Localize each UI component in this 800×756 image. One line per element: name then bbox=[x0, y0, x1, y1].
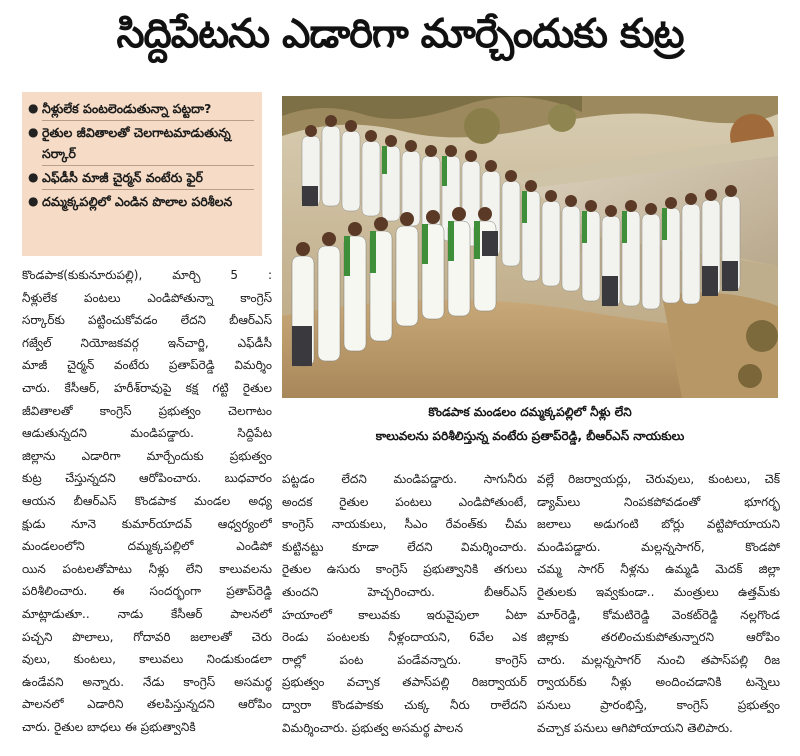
text-line: వచ్చాక పనులు ఆగిపోయాయని తెలిపారు. bbox=[537, 720, 733, 735]
text-line: చారు. రైతుల బాధలు ఈ ప్రభుత్వానికి bbox=[22, 719, 196, 734]
highlight-text: రైతుల జీవితాలతో చెలగాటమాడుతున్న సర్కార్ bbox=[42, 125, 231, 161]
text-line: పచ్చని పొలాలు, గోదావరి జలాలతో చెరు bbox=[22, 629, 272, 644]
text-line: రైతులకు ఇవ్వకుండా.. మంత్రులు ఉత్తమ్‌కు bbox=[537, 584, 780, 599]
bullet-icon: ● bbox=[28, 194, 39, 208]
text-line: రాల్లో పంట పండేవన్నారు. కాంగ్రెస్ bbox=[282, 652, 527, 667]
text-line: జలాలు అడుగంటి బోర్లు వట్టిపోయాయని bbox=[537, 517, 780, 532]
text-line: ద్వారా కొండపాకకు చుక్క నీరు రాలేదని bbox=[282, 697, 527, 712]
text-line: చమ్మ సాగర్ నీళ్లను ఉమ్మడి మెదక్ జిల్లా bbox=[537, 562, 780, 577]
article-column-3 bbox=[537, 468, 780, 739]
text-line: ర్వాయర్‌కు నీళ్లు అందించడానికి టన్నెలు bbox=[537, 675, 780, 690]
text-line: కొండపాక(కుకునూరుపల్లి), మార్చి 5 : bbox=[22, 268, 272, 282]
text-line: డ్యామ్‌లు నింపకపోవడంతో భూగర్భ bbox=[537, 494, 780, 509]
highlight-text: నీళ్లులేక పంటలెండుతున్నా పట్టదా? bbox=[42, 101, 212, 116]
highlight-item bbox=[28, 191, 254, 212]
article-column-1 bbox=[22, 264, 272, 738]
bullet-icon: ● bbox=[28, 170, 39, 184]
highlights-box bbox=[22, 92, 262, 256]
text-line: యిన పంటలతోపాటు నీళ్లు లేని కాలువలను bbox=[22, 561, 272, 576]
text-line: క్షుడు నూనె కుమార్‌యాదవ్ ఆధ్వర్యంలో bbox=[22, 516, 272, 531]
highlight-item bbox=[28, 167, 254, 188]
divider bbox=[42, 189, 254, 190]
text-line: మార్‌రెడ్డి, కోమటిరెడ్డి వెంకట్‌రెడ్డి నల్లగొండ bbox=[537, 607, 780, 622]
divider bbox=[42, 120, 254, 121]
text-line: కుట్ర చేస్తున్నదని ఆరోపించారు. బుధవారం bbox=[22, 471, 272, 486]
text-line: జిల్లాను ఎడారిగా మార్చేందుకు ప్రభుత్వం bbox=[22, 448, 272, 463]
text-line: రెండు పంటలకు నీళ్లందాయని, 6వేల ఎక bbox=[282, 630, 527, 645]
text-line: చారు. కేసీఆర్, హరీశ్‌రావుపై కక్ష గట్టి రైతుల bbox=[22, 380, 272, 395]
text-line: కుట్టినట్టు కూడా లేదని విమర్శించారు. bbox=[282, 539, 527, 554]
highlight-text: దమ్మక్కపల్లిలో ఎండిన పొలాల పరిశీలన bbox=[42, 194, 233, 209]
text-line: తుందని హెచ్చరించారు. బీఆర్‌ఎస్ bbox=[282, 584, 527, 599]
text-line: హయాంలో కాలువకు ఇరువైపులా ఏటా bbox=[282, 607, 527, 622]
bullet-icon: ● bbox=[28, 125, 39, 139]
text-line: పనులు ప్రారంభిస్తే, కాంగ్రెస్ ప్రభుత్వం bbox=[537, 697, 780, 712]
highlight-item bbox=[28, 122, 254, 164]
photo-caption bbox=[282, 400, 778, 448]
text-line: వల్లే రిజర్వాయర్లు, చెరువులు, కుంటలు, చెక్ bbox=[537, 472, 780, 486]
bullet-icon: ● bbox=[28, 101, 39, 115]
text-line: విమర్శించారు. ప్రభుత్వ అసమర్థ పాలన bbox=[282, 720, 463, 735]
news-photo bbox=[282, 96, 778, 398]
text-line: వులు, కుంటలు, కాలువలు నిండుకుండలా bbox=[22, 652, 272, 667]
caption-line: కొండపాక మండలం దమ్మక్కపల్లిలో నీళ్లు లేని bbox=[428, 405, 632, 419]
text-line: పరిశీలించారు. ఈ సందర్భంగా ప్రతాప్‌రెడ్డి bbox=[22, 584, 272, 599]
text-line: జిల్లాకు తరలించుకుపోతున్నారని ఆరోపిం bbox=[537, 630, 780, 645]
text-line: మండలంలోని దమ్మక్కపల్లిలో ఎండిపో bbox=[22, 539, 272, 554]
text-line: ప్రభుత్వం వచ్చాక తపాస్‌పల్లి రిజర్వాయర్ bbox=[282, 675, 527, 690]
divider bbox=[42, 165, 254, 166]
text-line: ఆయన బీఆర్‌ఎస్ కొండపాక మండల అధ్య bbox=[22, 493, 272, 508]
text-line: ఆడుతున్నదని మండిపడ్డారు. సిద్దిపేట bbox=[22, 426, 272, 441]
text-line: మండిపడ్డారు. మల్లన్నసాగర్, కొండపో bbox=[537, 539, 780, 554]
text-line: నీళ్లులేక పంటలు ఎండిపోతున్నా కాంగ్రెస్ bbox=[22, 290, 272, 305]
text-line: జీవితాలతో కాంగ్రెస్ ప్రభుత్వం చెలగాటం bbox=[22, 403, 272, 418]
text-line: సర్కార్‌కు పట్టించుకోవడం లేదని బీఆర్‌ఎస్ bbox=[22, 313, 272, 328]
headline: సిద్దిపేటను ఎడారిగా మార్చేందుకు కుట్ర bbox=[116, 11, 684, 57]
highlight-text: ఎఫ్‌డీసీ మాజీ చైర్మన్ వంటేరు ఫైర్ bbox=[42, 170, 203, 185]
text-line: కాంగ్రెస్ నాయకులు, సీఎం రేవంత్‌కు చీమ bbox=[282, 517, 527, 532]
text-line: ఉండేవని అన్నారు. నేడు కాంగ్రెస్ అసమర్థ bbox=[22, 674, 272, 689]
text-line: మాజీ చైర్మన్ వంటేరు ప్రతాప్‌రెడ్డి విమర్శిం bbox=[22, 358, 272, 373]
text-line: గజ్వేల్ నియోజకవర్గ ఇన్‌చార్జి, ఎఫ్‌డీసీ bbox=[22, 335, 272, 350]
caption-line: కాలువలను పరిశీలిస్తున్న వంటేరు ప్రతాప్‌రెడ్డి, బీఆర్‌ఎస్ నాయకులు bbox=[375, 429, 685, 443]
highlight-item bbox=[28, 98, 254, 119]
text-line: పట్టడం లేదని మండిపడ్డారు. సాగునీరు bbox=[282, 472, 527, 486]
text-line: పాలనలో ఎడారిని తలపిస్తున్నదని ఆరోపిం bbox=[22, 697, 272, 712]
text-line: మాట్లాడుతూ.. నాడు కేసీఆర్ పాలనలో bbox=[22, 606, 272, 621]
article-column-2 bbox=[282, 468, 527, 739]
text-line: రైతుల ఉసురు కాంగ్రెస్ ప్రభుత్వానికి తగులు bbox=[282, 562, 527, 577]
group-photo-illustration bbox=[282, 96, 778, 398]
text-line: చారు. మల్లన్నసాగర్ నుంచి తపాస్‌పల్లి రిజ bbox=[537, 652, 780, 667]
text-line: అందక రైతుల పంటలు ఎండిపోతుంటే, bbox=[282, 494, 527, 509]
